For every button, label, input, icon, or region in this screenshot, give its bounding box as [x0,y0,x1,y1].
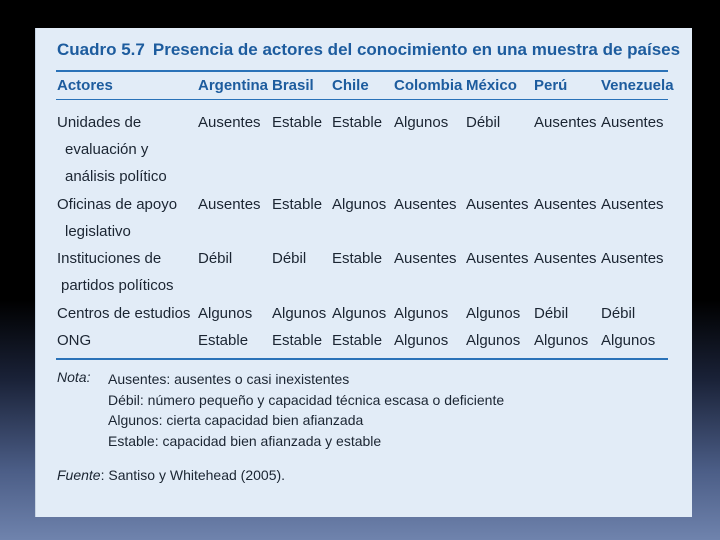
table-cell: Algunos [394,332,449,349]
table-cell: Estable [272,114,323,131]
table-number: Cuadro 5.7 [57,40,145,59]
row-label-line: legislativo [65,223,131,240]
row-label [57,191,177,245]
header-rule [56,99,668,100]
table-cell: Débil [198,250,233,267]
table-cell: Ausentes [198,196,261,213]
row-label [57,327,91,354]
table-cell: Débil [466,114,501,131]
table-cell: Algunos [534,332,589,349]
note-label: Nota: [57,369,91,385]
bottom-rule [56,358,668,360]
col-header-peru: Perú [534,77,568,94]
table-cell: Algunos [466,332,521,349]
row-label-line: Instituciones de [57,250,162,267]
row-label-line: ONG [57,332,92,349]
table-cell: Estable [332,114,383,131]
col-header-actores: Actores [57,77,113,94]
row-label-line: Centros de estudios [57,305,191,322]
col-header-colombia: Colombia [394,77,463,94]
table-cell: Estable [332,250,383,267]
row-label-line: partidos políticos [61,277,174,294]
table-cell: Algunos [601,332,656,349]
col-header-mexico: México [466,77,517,94]
slide-card [35,28,692,517]
table-cell: Estable [332,332,383,349]
table-title [57,40,680,60]
table-cell: Ausentes [601,196,664,213]
table-cell: Débil [272,250,307,267]
table-cell: Ausentes [198,114,261,131]
note-lines [108,369,504,451]
table-cell: Algunos [332,305,387,322]
col-header-venezuela: Venezuela [601,77,674,94]
table-cell: Ausentes [534,114,597,131]
table-cell: Algunos [394,114,449,131]
table-cell: Ausentes [466,196,529,213]
table-cell: Ausentes [601,114,664,131]
table-source [57,467,285,483]
col-header-chile: Chile [332,77,369,94]
table-cell: Estable [272,332,323,349]
row-label-line: Oficinas de apoyo [57,196,178,213]
table-cell: Ausentes [394,196,457,213]
table-cell: Ausentes [601,250,664,267]
note-line: Estable: capacidad bien afianzada y estable [108,432,382,449]
row-label-line: Unidades de [57,114,142,131]
table-cell: Débil [601,305,636,322]
note-line: Algunos: cierta capacidad bien afianzada [108,412,364,428]
row-label [57,245,174,299]
table-cell: Algunos [272,305,327,322]
table-cell: Algunos [394,305,449,322]
row-label-line: evaluación y [65,141,149,158]
table-cell: Ausentes [534,250,597,267]
top-rule [56,70,668,72]
note-line: Débil: número pequeño y capacidad técnica escasa o deficiente [108,391,505,408]
table-cell: Algunos [466,305,521,322]
table-cell: Estable [272,196,323,213]
row-label [57,109,167,190]
col-header-argentina: Argentina [198,77,269,94]
table-cell: Ausentes [534,196,597,213]
table-cell: Ausentes [466,250,529,267]
row-label-line: análisis político [65,168,167,185]
table-cell: Algunos [332,196,387,213]
table-title-text: Presencia de actores del conocimiento en una muestra de países [152,40,681,59]
col-header-brasil: Brasil [272,77,314,94]
source-label: Fuente [57,467,101,483]
source-text: : Santiso y Whitehead (2005). [100,467,286,483]
table-cell: Ausentes [394,250,457,267]
table-cell: Algunos [198,305,253,322]
table-cell: Débil [534,305,569,322]
row-label [57,300,190,327]
table-cell: Estable [198,332,249,349]
note-line: Ausentes: ausentes o casi inexistentes [108,371,350,387]
